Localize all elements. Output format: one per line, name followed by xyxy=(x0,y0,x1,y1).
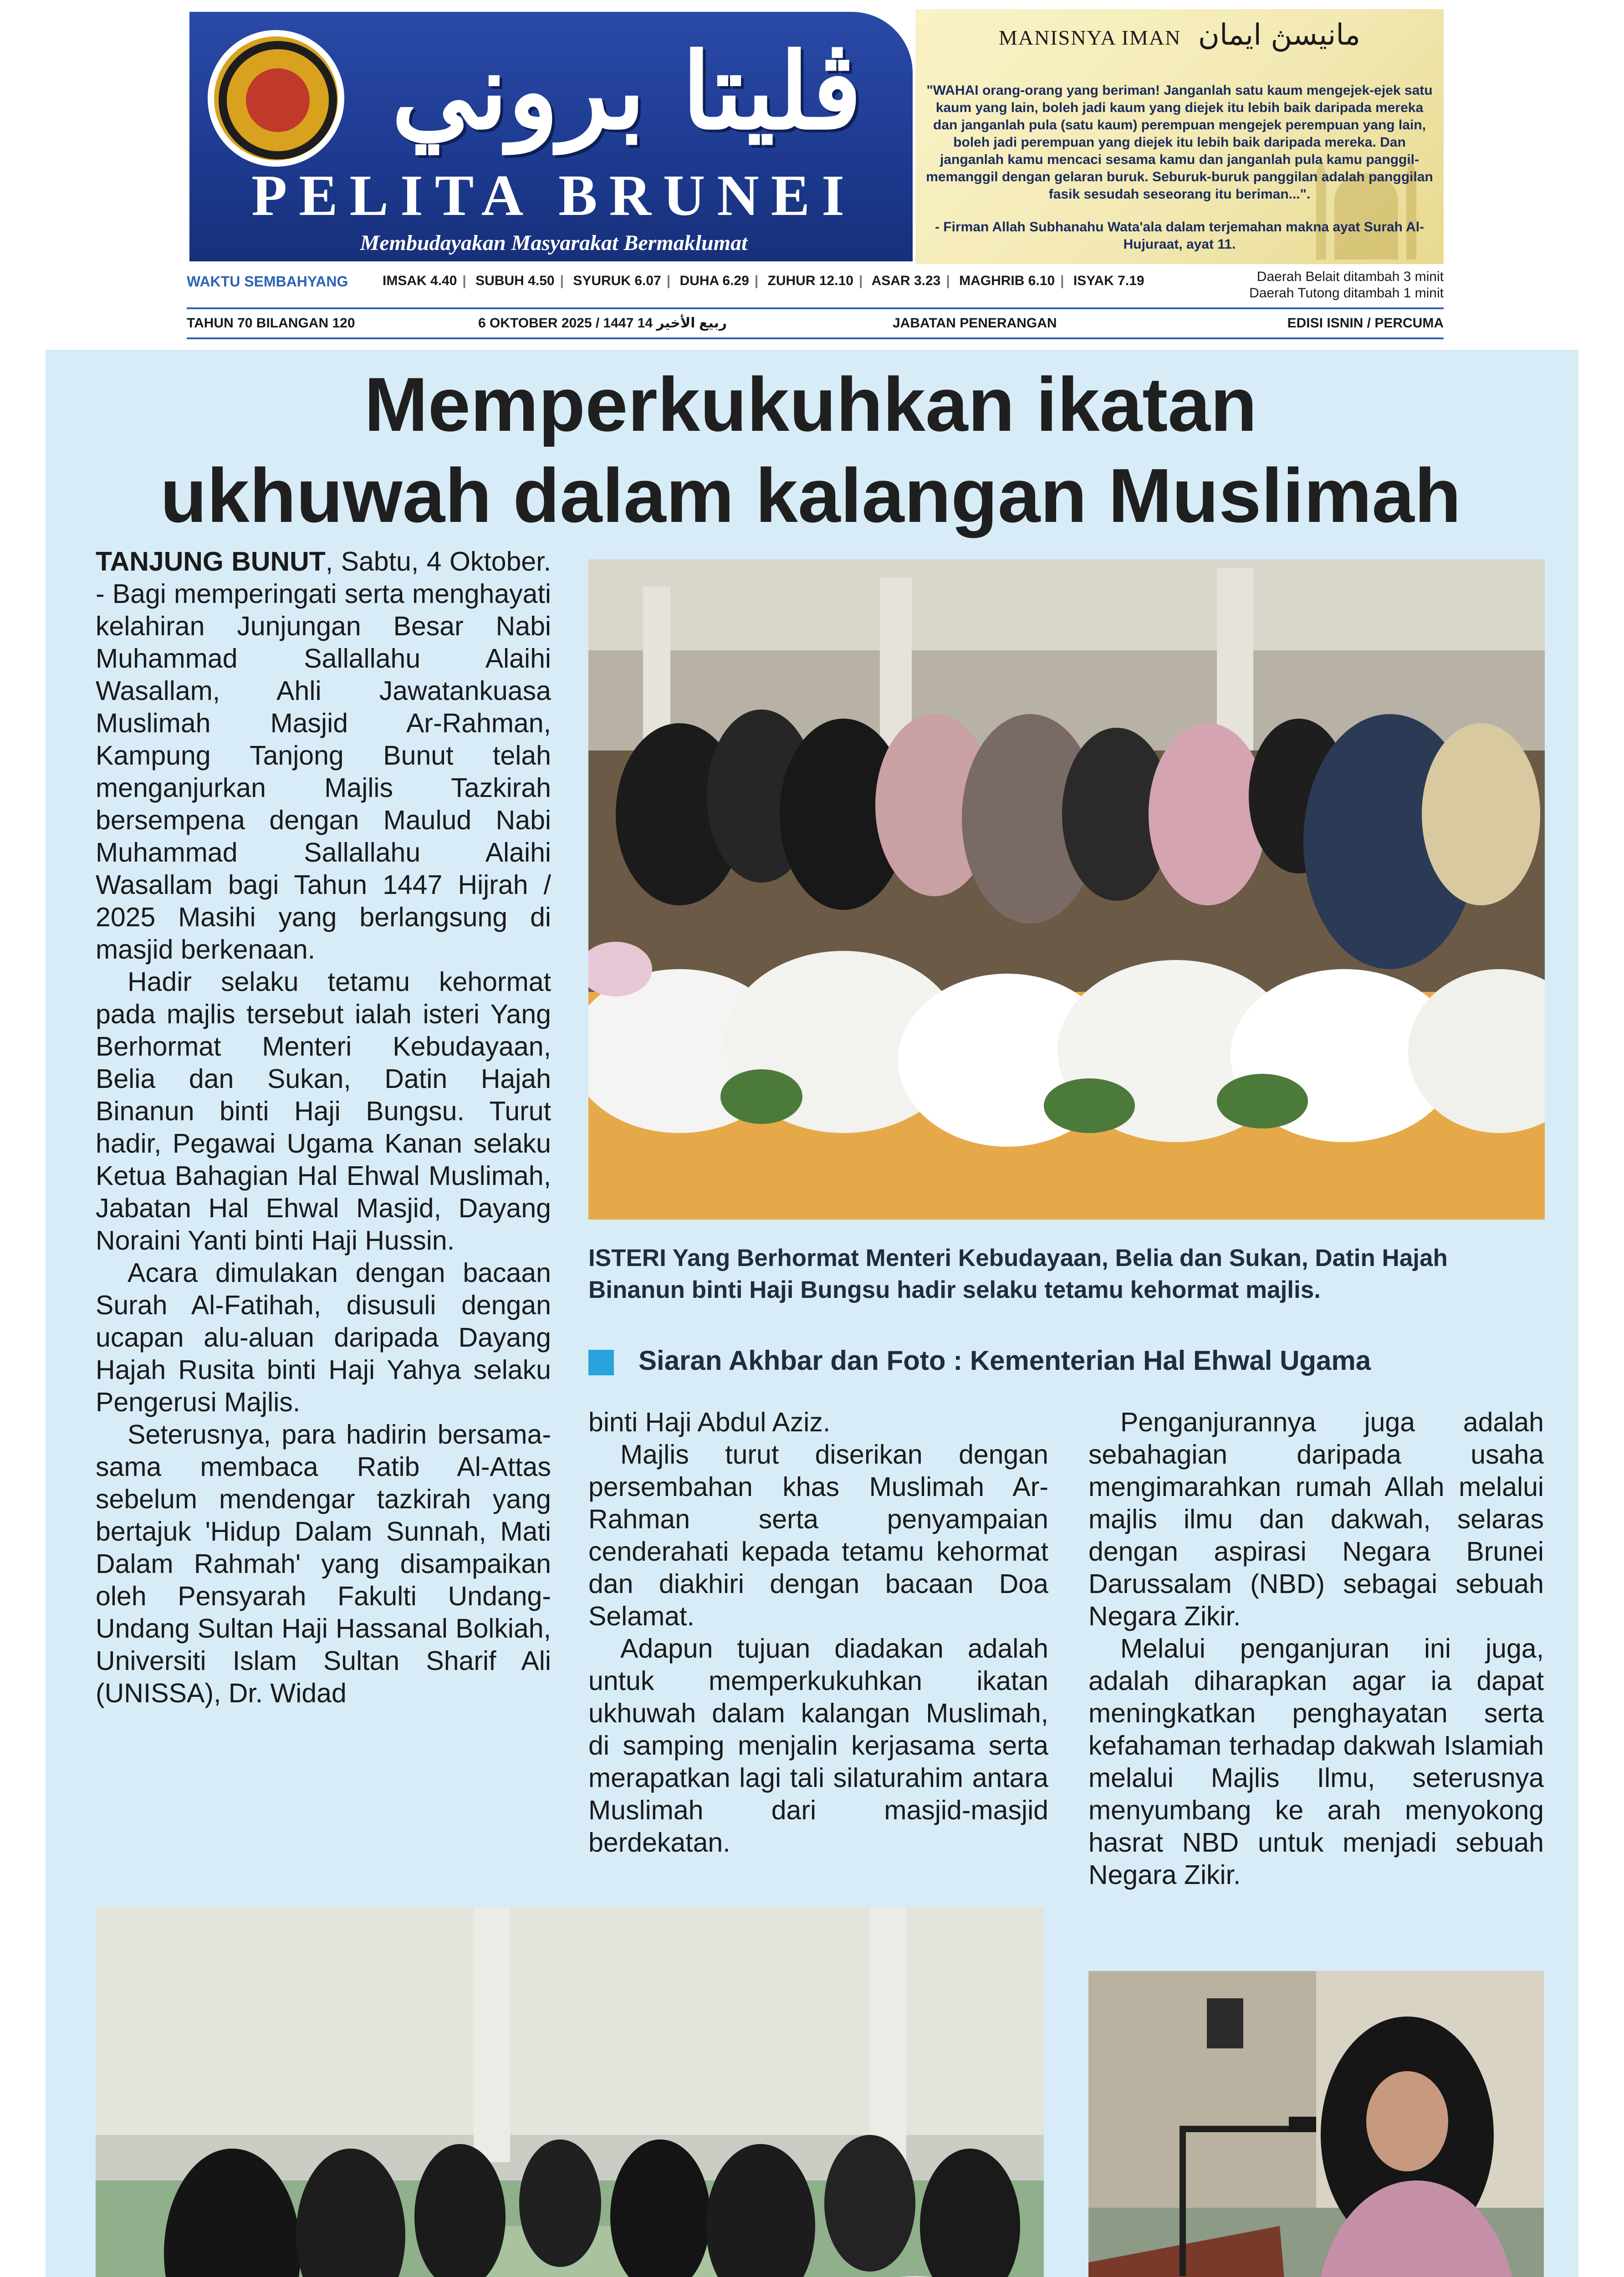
prayer-times-note xyxy=(1249,269,1444,301)
article-column-1 xyxy=(96,546,551,1880)
issue-date: 6 OKTOBER 2025 / 1447 ربيع الأخير 14 xyxy=(478,316,727,331)
prayer-times-label: WAKTU SEMBAHYANG xyxy=(187,273,348,290)
verse-box xyxy=(915,9,1444,264)
paragraph: Seterusnya, para hadirin bersama-sama membaca Ratib Al-Attas sebelum mendengar tazkirah yang bertajuk 'Hidup Dalam Sunnah, Mati Dalam Rahmah' yang disampaikan oleh Pensyarah Fakulti Undang-Undang Sultan Haji Hassanal Bolkiah, Universiti Islam Sultan Sharif Ali (UNISSA), Dr. Widad xyxy=(96,1419,551,1708)
credit-text: Siaran Akhbar dan Foto : Kementerian Hal Ehwal Ugama xyxy=(638,1345,1371,1376)
paragraph: Melalui penganjuran ini juga, adalah diharapkan agar ia dapat meningkatkan penghayatan serta kefahaman terhadap dakwah Islamiah melalui Majlis Ilmu, seterusnya menyumbang ke arah menyokong hasrat NBD untuk menjadi sebuah Negara Zikir. xyxy=(1088,1634,1544,1890)
masthead-logo-panel xyxy=(187,9,915,264)
masthead xyxy=(187,9,1444,264)
paragraph: Adapun tujuan diadakan adalah untuk memperkukuhkan ikatan ukhuwah dalam kalangan Muslimah, di samping menjalin kerjasama serta merapatkan lagi tali silaturahim antara Muslimah dari masjid-masjid berdekatan. xyxy=(588,1634,1048,1858)
paragraph: Acara dimulakan dengan bacaan Surah Al-Fatihah, disusuli dengan ucapan alu-aluan daripada Dayang Hajah Rusita binti Haji Yahya selaku Pengerusi Majlis. xyxy=(96,1258,551,1417)
photo-speaker-podium xyxy=(1088,1971,1544,2277)
masthead-jawi-title: ڤليتا بروني xyxy=(391,30,862,153)
prayer-time-item: SYURUK 6.07 xyxy=(573,273,661,288)
paragraph: Penganjurannya juga adalah sebahagian daripada usaha mengimarahkan rumah Allah melalui majlis ilmu dan dakwah, selaras dengan aspirasi Negara Brunei Darussalam (NBD) sebagai sebuah Negara Zikir. xyxy=(1088,1407,1544,1631)
prayer-times-bar xyxy=(187,269,1444,305)
prayer-time-item: ISYAK 7.19 xyxy=(1073,273,1144,288)
prayer-time-item: IMSAK 4.40 xyxy=(383,273,457,288)
prayer-time-item: DUHA 6.29 xyxy=(679,273,749,288)
article-column-3 xyxy=(1088,1406,1544,1925)
paragraph: Hadir selaku tetamu kehormat pada majlis tersebut ialah isteri Yang Berhormat Menteri Kebudayaan, Belia dan Sukan, Datin Hajah Binanun binti Haji Bungsu. Turut hadir, Pegawai Ugama Kanan selaku Ketua Bahagian Hal Ehwal Muslimah, Jabatan Hal Ehwal Masjid, Dayang Noraini Yanti binti Haji Hussin. xyxy=(96,967,551,1256)
paragraph: Majlis turut diserikan dengan persembahan khas Muslimah Ar-Rahman serta penyampaian cenderahati kepada tetamu kehormat dan diakhiri dengan bacaan Doa Selamat. xyxy=(588,1440,1048,1631)
issue-volume: TAHUN 70 BILANGAN 120 xyxy=(187,316,355,331)
article-column-2 xyxy=(588,1406,1048,1884)
issue-edition: EDISI ISNIN / PERCUMA xyxy=(1287,316,1444,331)
prayer-note-tutong: Daerah Tutong ditambah 1 minit xyxy=(1249,286,1444,301)
issue-department: JABATAN PENERANGAN xyxy=(893,316,1057,331)
article xyxy=(46,350,1578,2277)
verse-title xyxy=(915,18,1444,52)
crest-icon xyxy=(208,30,344,167)
prayer-note-belait: Daerah Belait ditambah 3 minit xyxy=(1256,269,1444,284)
verse-source: - Firman Allah Subhanahu Wata'ala dalam terjemahan makna ayat Surah Al-Hujuraat, ayat 11. xyxy=(935,220,1425,252)
press-credit xyxy=(588,1343,1545,1379)
paragraph: binti Haji Abdul Aziz. xyxy=(588,1407,831,1437)
prayer-time-item: ZUHUR 12.10 xyxy=(767,273,853,288)
prayer-time-item: SUBUH 4.50 xyxy=(475,273,555,288)
photo-audience-floor xyxy=(96,1907,1044,2277)
caption-top-photo: ISTERI Yang Berhormat Menteri Kebudayaan, Belia dan Sukan, Datin Hajah Binanun binti Haji Bungsu hadir selaku tetamu kehormat majlis. xyxy=(588,1245,1448,1303)
photo-guests-seated xyxy=(588,559,1545,1220)
masthead-paper-name: PELITA BRUNEI xyxy=(251,163,856,228)
verse-body: "WAHAI orang-orang yang beriman! Janganlah satu kaum mengejek-ejek satu kaum yang lain, boleh jadi kaum yang diejek itu lebih baik daripada mereka dan janganlah pula (satu kaum) perempuan mengejek perempuan yang lain, boleh jadi perempuan yang diejek itu lebih baik daripada mereka. Dan janganlah kamu mencaci sesama kamu dan janganlah pula kamu panggil-memanggil dengan gelaran buruk. Seburuk-buruk panggilan adalah panggilan fasik sesudah seseorang itu beriman...". xyxy=(926,83,1433,202)
crest-emblem xyxy=(246,68,310,132)
paragraph: TANJUNG BUNUT, Sabtu, 4 Oktober. - Bagi memperingati serta menghayati kelahiran Junjungan Besar Nabi Muhammad Sallallahu Alaihi Wasallam, Ahli Jawatankuasa Muslimah Masjid Ar-Rahman, Kampung Tanjong Bunut telah menganjurkan Majlis Tazkirah bersempena dengan Maulud Nabi Muhammad Sallallahu Alaihi Wasallam bagi Tahun 1447 Hijrah / 2025 Masihi yang berlangsung di masjid berkenaan. xyxy=(96,546,551,965)
dateline: TANJUNG BUNUT xyxy=(96,546,326,577)
headline-line-2: ukhuwah dalam kalangan Muslimah xyxy=(160,453,1461,538)
article-headline xyxy=(82,359,1539,541)
verse-title-jawi: مانيسڽ ايمان xyxy=(1198,18,1361,52)
prayer-time-item: ASAR 3.23 xyxy=(871,273,941,288)
prayer-time-item: MAGHRIB 6.10 xyxy=(959,273,1055,288)
masthead-slogan: Membudayakan Masyarakat Bermaklumat xyxy=(360,231,748,255)
headline-line-1: Memperkukuhkan ikatan xyxy=(364,362,1257,447)
issue-info-bar xyxy=(187,307,1444,339)
verse-title-latin: MANISNYA IMAN xyxy=(998,26,1181,49)
credit-square-icon xyxy=(588,1350,614,1375)
prayer-times-list: IMSAK 4.40 | SUBUH 4.50 | SYURUK 6.07 | DUHA 6.29 | ZUHUR 12.10 | ASAR 3.23 | MAGHRIB 6.10 | ISYAK 7.19 xyxy=(383,273,1144,288)
